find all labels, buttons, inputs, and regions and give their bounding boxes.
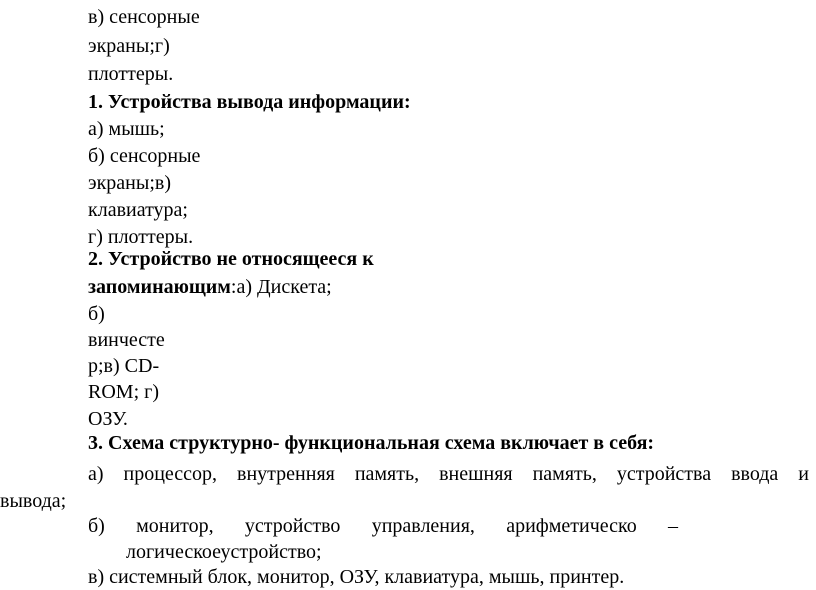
text-line: а) мышь;: [88, 118, 165, 140]
word: устройства: [616, 463, 712, 485]
word: память,: [532, 463, 597, 485]
word: устройство: [244, 515, 341, 537]
text-line: винчесте: [88, 329, 165, 351]
word: управления,: [371, 515, 475, 537]
text-line: ОЗУ.: [88, 408, 128, 430]
text-line: б) сенсорные: [88, 145, 201, 167]
text-line: экраны;г): [88, 35, 170, 57]
question-3-option-b: [88, 513, 678, 539]
question-2-line: [88, 274, 332, 300]
word: монитор,: [136, 515, 214, 537]
question-3-option-a: [88, 461, 809, 487]
word: внутренняя: [237, 463, 335, 485]
question-2-heading-cont: запоминающим: [88, 276, 231, 298]
word: –: [667, 515, 678, 537]
answer-text: :а) Дискета;: [230, 276, 332, 298]
text-line: экраны;в): [88, 172, 171, 194]
question-3-option-c: в) системный блок, монитор, ОЗУ, клавиатура, мышь, принтер.: [88, 566, 625, 588]
word: а): [88, 463, 104, 485]
text-line: ROM; г): [88, 381, 159, 403]
question-3-option-b-cont: логическоеустройство;: [126, 541, 322, 563]
text-line: плоттеры.: [88, 63, 174, 85]
word: арифметическо: [506, 515, 637, 537]
text-line: р;в) CD-: [88, 355, 160, 377]
text-line: клавиатура;: [88, 199, 188, 221]
question-3-heading: 3. Схема структурно- функциональная схема включает в себя:: [88, 432, 655, 454]
text-line: г) плоттеры.: [88, 226, 194, 248]
word: процессор,: [123, 463, 218, 485]
question-2-heading: 2. Устройство не относящееся к: [88, 248, 374, 270]
text-line: в) сенсорные: [88, 6, 200, 28]
question-1-heading: 1. Устройства вывода информации:: [88, 91, 411, 113]
word: и: [798, 463, 809, 485]
word: б): [88, 515, 105, 537]
word: внешняя: [439, 463, 513, 485]
text-line: б): [88, 303, 105, 325]
question-3-option-a-cont: вывода;: [0, 490, 67, 512]
word: ввода: [731, 463, 779, 485]
word: память,: [354, 463, 420, 485]
